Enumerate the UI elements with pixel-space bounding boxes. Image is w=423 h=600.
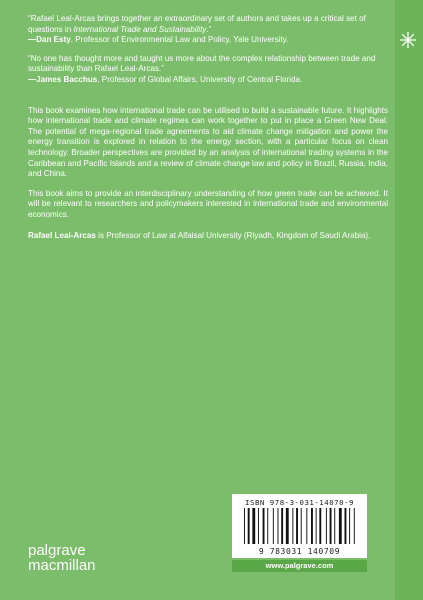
barcode-digits: 9 783031 140709 [258, 547, 341, 556]
barcode-bar [326, 508, 327, 544]
quote-2-text: “No one has thought more and taught us more about the complex relationship between trade and sustainability than Rafael Leal-Arcas.” [28, 53, 376, 74]
barcode-bar [339, 508, 342, 544]
publisher-logo [28, 543, 96, 573]
barcode-bar [258, 508, 259, 544]
barcode-bar [281, 508, 283, 544]
barcode-bar [252, 508, 255, 544]
barcode-bar [278, 508, 279, 544]
website-link[interactable]: www.palgrave.com [232, 560, 367, 572]
blurb-paragraph-1: This book examines how international trade can be utilised to build a sustainable future. It highlights how international trade and climate regimes can work together to put in place a Green New Deal. The potential of mega-regional trade agreements to aid climate change mitigation and power the energy transition is explored in relation to the energy section, with a particular focus on clean technology. Broader perspectives are provided by an analysis of international trading systems in the Caribbean and Pacific Islands and a review of climate change law and policy in Brazil, Russia, India, and China. [28, 105, 388, 179]
barcode-bar [248, 508, 250, 544]
barcode-bar [306, 508, 307, 544]
quote-1-author: —Dan Esty [28, 35, 71, 45]
quote-1 [28, 14, 388, 46]
barcode-bar [334, 508, 335, 544]
author-bio-text: is Professor of Law at Alfaisal University (Riyadh, Kingdom of Saudi Arabia). [95, 230, 371, 240]
barcode-bar [244, 508, 245, 544]
spine [395, 0, 423, 600]
publisher-line-1: palgrave [28, 542, 86, 559]
barcode-bar [273, 508, 274, 544]
barcode-bar [286, 508, 289, 544]
barcode-bar [349, 508, 350, 544]
barcode-bar [330, 508, 332, 544]
barcode-bar [316, 508, 317, 544]
author-bio [28, 231, 388, 242]
barcode-bar [345, 508, 347, 544]
barcode [232, 494, 367, 558]
quote-1-italic: International Trade and Sustainability [73, 24, 207, 34]
quote-1-affiliation: , Professor of Environmental Law and Policy, Yale University. [70, 35, 289, 45]
back-cover-content [28, 14, 388, 250]
barcode-bar [354, 508, 355, 544]
barcode-bars [244, 508, 360, 544]
barcode-bar [319, 508, 321, 544]
author-name: Rafael Leal-Arcas [28, 230, 96, 240]
quote-1-end: .” [206, 24, 212, 34]
barcode-bar [267, 508, 268, 544]
quote-2-author: —James Bacchus [28, 74, 98, 84]
publisher-line-2: macmillan [28, 557, 96, 574]
isbn-text: ISBN 978-3-031-14070-9 [245, 498, 354, 507]
quote-1-text: “Rafael Leal-Arcas brings together an extraordinary set of authors and takes up a critical set of questions in [28, 14, 366, 34]
quote-2-affiliation: , Professor of Global Affairs, University of Central Florida. [97, 74, 303, 84]
barcode-bar [301, 508, 302, 544]
quote-2 [28, 54, 388, 86]
barcode-bar [311, 508, 313, 544]
barcode-bar [296, 508, 298, 544]
barcode-bar [263, 508, 265, 544]
palgrave-star-icon [398, 30, 418, 50]
blurb-paragraph-2: This book aims to provide an interdisciplinary understanding of how green trade can be achieved. It will be relevant to researchers and policymakers interested in international trade and environmental economics. [28, 188, 388, 219]
barcode-bar [292, 508, 293, 544]
